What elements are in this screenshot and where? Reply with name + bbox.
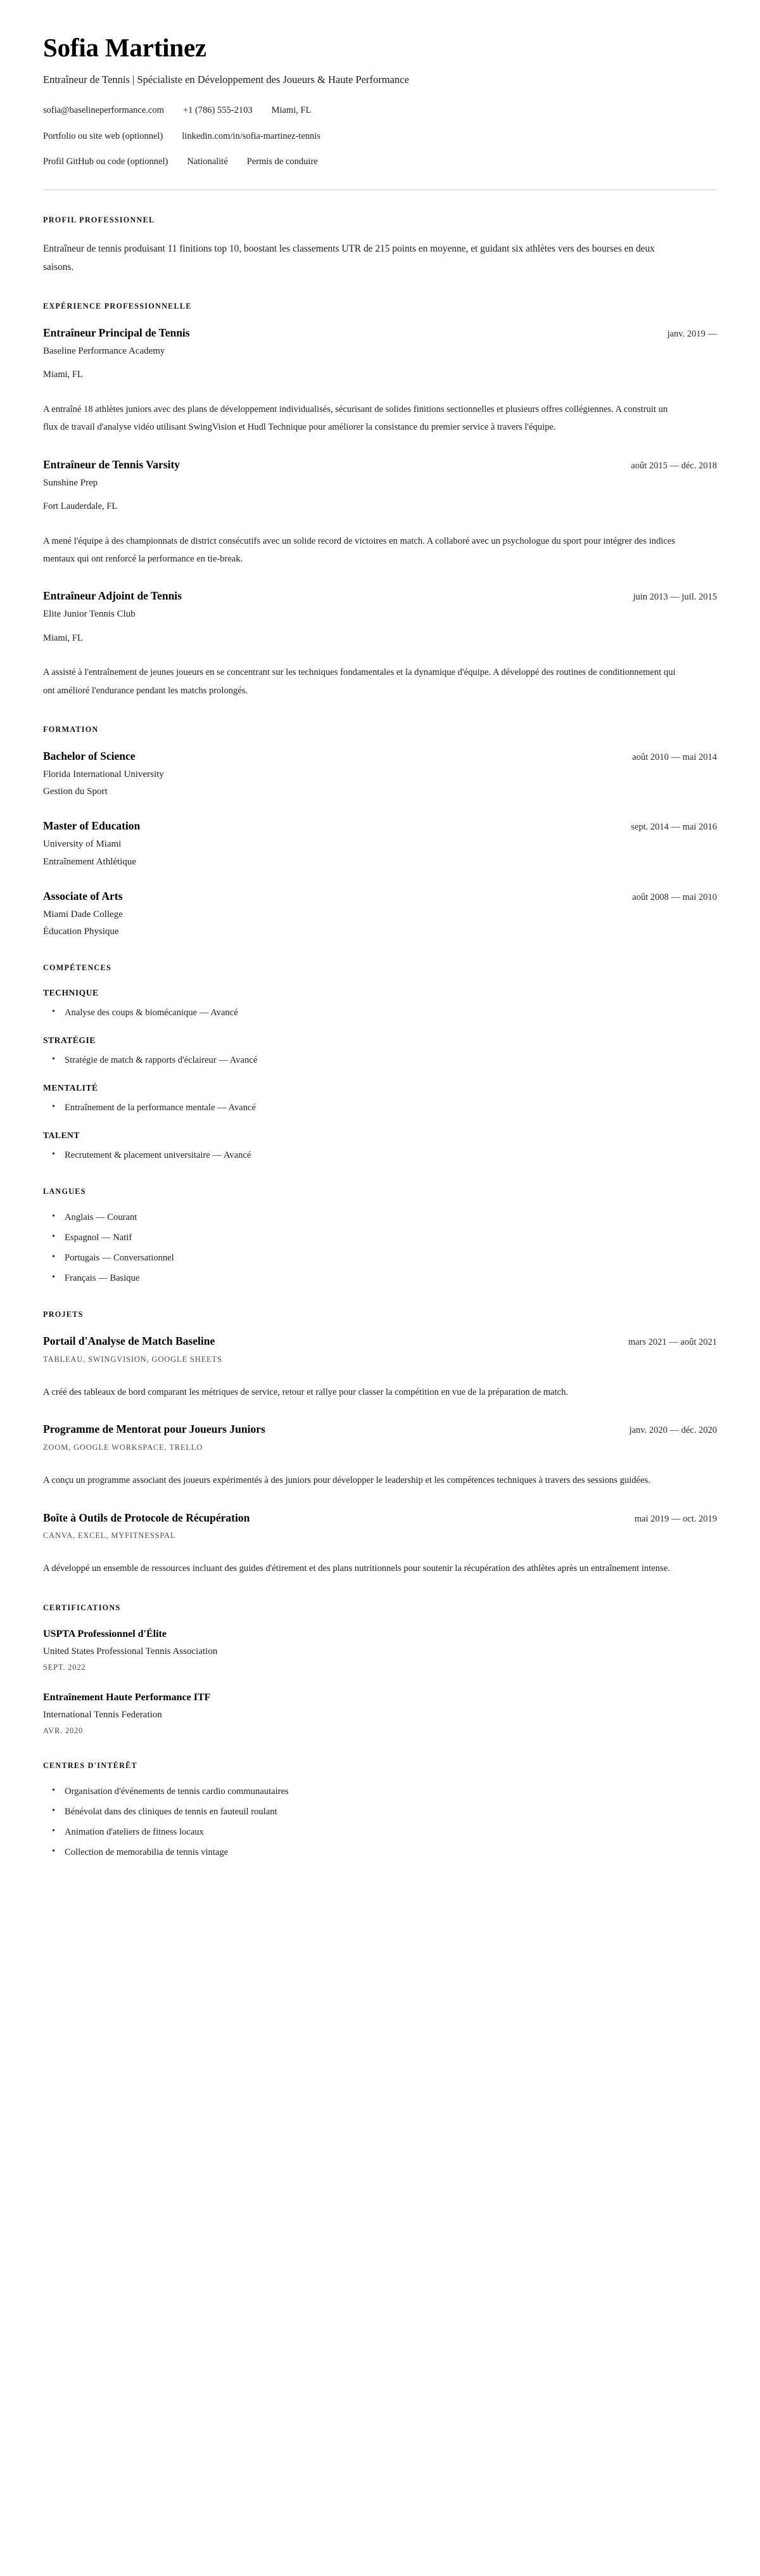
section-experience [43, 302, 717, 700]
contact-email[interactable]: sofia@baselineperformance.com [43, 105, 164, 115]
certification-entry [43, 1628, 717, 1672]
experience-role: Entraîneur Adjoint de Tennis [43, 589, 182, 603]
experience-description: A entraîné 18 athlètes juniors avec des plans de développement individualisés, sécurisant de solides finitions sectionnelles et plusieurs offres collégiennes. A construit un flux de travail d'analyse vidéo utilisant SwingVision et Hudl Technique pour améliorer la consistance du premier service à travers l'équipe. [43, 404, 668, 433]
project-date: mars 2021 — août 2021 [628, 1336, 717, 1347]
project-entry-head [43, 1511, 717, 1525]
project-entry [43, 1423, 717, 1489]
skill-group-name: TECHNIQUE [43, 988, 99, 998]
experience-role: Entraîneur de Tennis Varsity [43, 458, 180, 471]
project-name: Boîte à Outils de Protocole de Récupération [43, 1511, 250, 1524]
section-projects [43, 1310, 717, 1578]
education-field: Éducation Physique [43, 926, 119, 937]
language-item: • Anglais — Courant [43, 1212, 717, 1224]
project-date: janv. 2020 — déc. 2020 [629, 1425, 717, 1436]
interest-list [43, 1786, 717, 1859]
certification-date: AVR. 2020 [43, 1726, 84, 1735]
education-entry [43, 890, 717, 938]
skill-group-name: STRATÉGIE [43, 1035, 96, 1046]
experience-location: Miami, FL [43, 632, 83, 643]
skill-group [43, 1035, 717, 1067]
project-entry-head [43, 1335, 717, 1349]
education-school: Miami Dade College [43, 909, 123, 920]
experience-date: août 2015 — déc. 2018 [631, 460, 717, 471]
interest-item: • Organisation d'événements de tennis cardio communautaires [43, 1786, 717, 1798]
certification-date: SEPT. 2022 [43, 1662, 86, 1672]
section-profile [43, 215, 717, 276]
education-entry [43, 819, 717, 868]
certification-name: Entraînement Haute Performance ITF [43, 1691, 211, 1703]
project-name: Programme de Mentorat pour Joueurs Juniors [43, 1423, 265, 1436]
skill-list [43, 1054, 717, 1067]
contact-phone: +1 (786) 555-2103 [182, 105, 253, 115]
education-entry-head [43, 750, 717, 764]
education-date: août 2010 — mai 2014 [632, 752, 717, 763]
contact-driving-license-placeholder: Permis de conduire [246, 157, 318, 167]
language-list [43, 1212, 717, 1285]
education-degree: Master of Education [43, 819, 141, 833]
certification-entry [43, 1691, 717, 1736]
education-entry-head [43, 890, 717, 904]
skill-group [43, 1131, 717, 1162]
project-date: mai 2019 — oct. 2019 [634, 1513, 717, 1524]
skill-list [43, 1007, 717, 1019]
contact-row-1 [43, 105, 717, 117]
education-degree: Associate of Arts [43, 889, 123, 902]
contact-location: Miami, FL [271, 105, 312, 115]
project-entry-head [43, 1423, 717, 1437]
interest-item: • Collection de memorabilia de tennis vintage [43, 1847, 717, 1859]
experience-role: Entraîneur Principal de Tennis [43, 326, 190, 340]
resume-header [43, 33, 717, 168]
project-description: A créé des tableaux de bord comparant les métriques de service, retour et rallye pour classer la compétition en vue de la préparation de match. [43, 1387, 569, 1397]
experience-location: Fort Lauderdale, FL [43, 501, 118, 511]
skill-group [43, 988, 717, 1019]
education-entry-head [43, 819, 717, 833]
project-tools: CANVA, EXCEL, MYFITNESSPAL [43, 1531, 176, 1541]
project-tools: TABLEAU, SWINGVISION, GOOGLE SHEETS [43, 1354, 222, 1364]
education-field: Gestion du Sport [43, 786, 108, 797]
education-field: Entraînement Athlétique [43, 856, 137, 867]
experience-description: A assisté à l'entraînement de jeunes joueurs en se concentrant sur les techniques fondamentales et la dynamique d'équipe. A développé des routines de conditionnement qui ont amélioré l'endurance pendant les matchs prolongés. [43, 667, 676, 696]
section-title-languages: LANGUES [43, 1187, 86, 1196]
education-date: août 2008 — mai 2010 [632, 892, 717, 902]
section-title-certifications: CERTIFICATIONS [43, 1603, 121, 1612]
section-title-skills: COMPÉTENCES [43, 963, 111, 973]
skill-item: • Entraînement de la performance mentale — Avancé [43, 1102, 717, 1114]
certification-name: USPTA Professionnel d'Élite [43, 1628, 167, 1639]
education-school: University of Miami [43, 839, 122, 850]
skill-item: • Analyse des coups & biomécanique — Avancé [43, 1007, 717, 1019]
experience-date: juin 2013 — juil. 2015 [633, 592, 717, 603]
experience-date: janv. 2019 — [667, 329, 717, 340]
skill-group-name: TALENT [43, 1131, 80, 1141]
contact-portfolio-placeholder: Portfolio ou site web (optionnel) [43, 131, 163, 141]
candidate-name: Sofia Martinez [43, 33, 206, 62]
experience-organization: Elite Junior Tennis Club [43, 609, 136, 620]
skill-list [43, 1102, 717, 1114]
project-description: A conçu un programme associant des joueurs expérimentés à des juniors pour développer le leadership et les compétences techniques à travers des sessions guidées. [43, 1475, 650, 1486]
section-languages [43, 1187, 717, 1285]
experience-entry [43, 326, 717, 437]
contact-row-2 [43, 131, 717, 143]
candidate-headline: Entraîneur de Tennis | Spécialiste en Développement des Joueurs & Haute Performance [43, 74, 409, 86]
experience-entry-head [43, 458, 717, 472]
skill-list [43, 1150, 717, 1162]
skill-item: • Recrutement & placement universitaire — Avancé [43, 1150, 717, 1162]
education-school: Florida International University [43, 769, 164, 779]
language-item: • Espagnol — Natif [43, 1232, 717, 1244]
header-divider [43, 189, 717, 190]
experience-entry [43, 589, 717, 700]
project-entry [43, 1335, 717, 1401]
experience-organization: Sunshine Prep [43, 477, 98, 488]
section-interests [43, 1761, 717, 1859]
project-tools: ZOOM, GOOGLE WORKSPACE, TRELLO [43, 1443, 203, 1452]
interest-item: • Bénévolat dans des cliniques de tennis en fauteuil roulant [43, 1806, 717, 1818]
experience-entry [43, 458, 717, 568]
contact-linkedin[interactable]: linkedin.com/in/sofia-martinez-tennis [182, 131, 320, 141]
language-item: • Portugais — Conversationnel [43, 1252, 717, 1264]
section-title-projects: PROJETS [43, 1309, 84, 1319]
education-entry [43, 750, 717, 798]
experience-organization: Baseline Performance Academy [43, 346, 165, 357]
section-title-interests: CENTRES D'INTÉRÊT [43, 1760, 137, 1770]
contact-row-3 [43, 156, 717, 168]
language-item: • Français — Basique [43, 1272, 717, 1285]
experience-location: Miami, FL [43, 369, 83, 380]
skill-group-name: MENTALITÉ [43, 1083, 98, 1093]
section-title-profile: PROFIL PROFESSIONNEL [43, 215, 155, 225]
interest-item: • Animation d'ateliers de fitness locaux [43, 1826, 717, 1838]
project-entry [43, 1511, 717, 1578]
section-certifications [43, 1603, 717, 1736]
section-title-experience: EXPÉRIENCE PROFESSIONNELLE [43, 302, 192, 311]
skill-item: • Stratégie de match & rapports d'éclaireur — Avancé [43, 1054, 717, 1067]
section-skills [43, 963, 717, 1162]
certification-issuer: United States Professional Tennis Association [43, 1646, 218, 1656]
skill-group [43, 1083, 717, 1114]
section-education [43, 725, 717, 938]
section-title-education: FORMATION [43, 725, 99, 734]
education-degree: Bachelor of Science [43, 750, 136, 763]
experience-entry-head [43, 326, 717, 340]
experience-entry-head [43, 589, 717, 603]
contact-nationality-placeholder: Nationalité [187, 157, 228, 167]
education-date: sept. 2014 — mai 2016 [631, 822, 717, 833]
project-name: Portail d'Analyse de Match Baseline [43, 1334, 215, 1347]
certification-issuer: International Tennis Federation [43, 1709, 162, 1720]
contact-block [43, 105, 717, 169]
contact-github-placeholder: Profil GitHub ou code (optionnel) [43, 157, 168, 167]
project-description: A développé un ensemble de ressources incluant des guides d'étirement et des plans nutritionnels pour soutenir la récupération des athlètes après un entraînement intense. [43, 1563, 670, 1574]
experience-description: A mené l'équipe à des championnats de district consécutifs avec un solide record de victoires en match. A collaboré avec un psychologue du sport pour intégrer des indices mentaux qui ont renforcé la performance en tie-break. [43, 535, 675, 564]
profile-summary-text: Entraîneur de tennis produisant 11 finitions top 10, boostant les classements UTR de 215 points en moyenne, et guidant six athlètes vers des bourses en deux saisons. [43, 243, 655, 272]
